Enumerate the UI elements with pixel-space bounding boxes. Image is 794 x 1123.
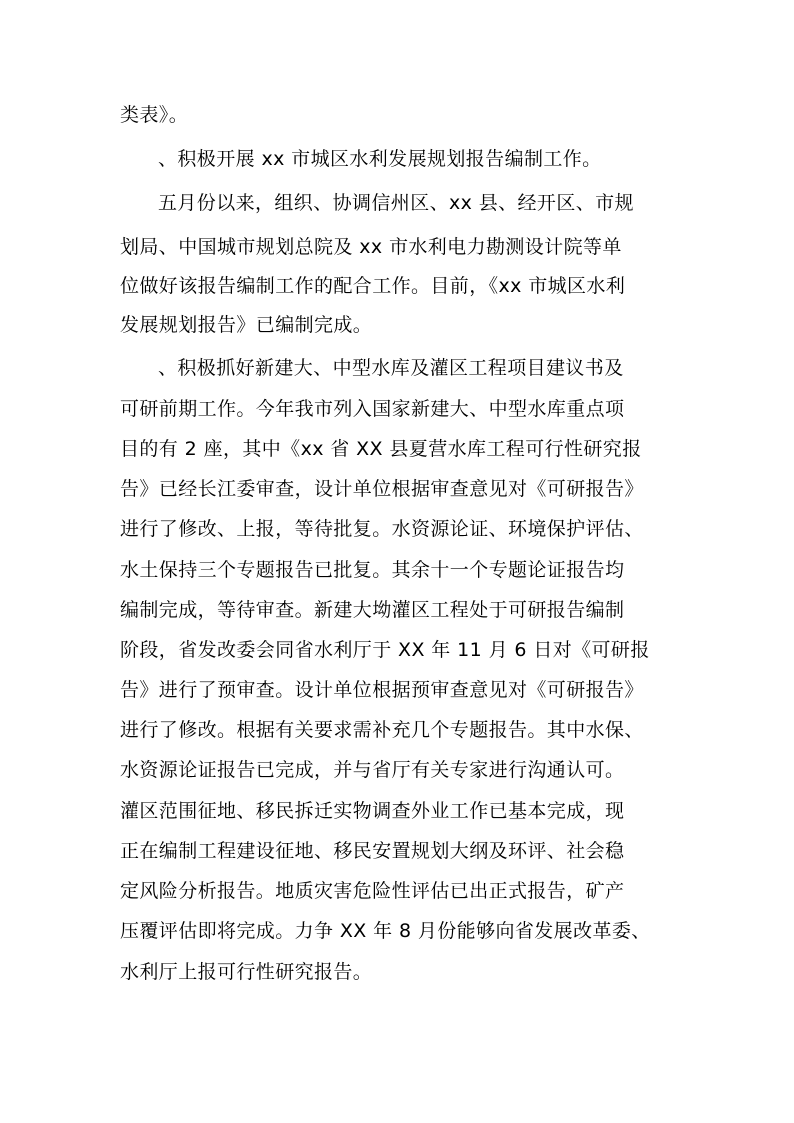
text-line: 灌区范围征地、移民拆迁实物调查外业工作已基本完成，现 [120, 800, 625, 822]
text-line: 类表》。 [120, 104, 189, 126]
text-line: 压覆评估即将完成。力争 XX 年 8 月份能够向省发展改革委、 [120, 920, 651, 942]
text-line: 发展规划报告》已编制完成。 [120, 314, 373, 336]
text-line: 告》已经长江委审查，设计单位根据审查意见对《可研报告》 [120, 478, 644, 500]
text-line: 位做好该报告编制工作的配合工作。目前，《xx 市城区水利 [120, 275, 626, 297]
text-line: 划局、中国城市规划总院及 xx 市水利电力勘测设计院等单 [120, 236, 622, 258]
section-heading: 、积极开展 xx 市城区水利发展规划报告编制工作。 [158, 148, 602, 170]
text-line: 水土保持三个专题报告已批复。其余十一个专题论证报告均 [120, 559, 625, 581]
text-line: 正在编制工程建设征地、移民安置规划大纲及环评、社会稳 [120, 840, 625, 862]
text-line: 编制完成，等待审查。新建大坳灌区工程处于可研报告编制 [120, 599, 625, 621]
text-line: 水资源论证报告已完成，并与省厅有关专家进行沟通认可。 [120, 759, 625, 781]
text-line: 阶段，省发改委会同省水利厅于 XX 年 11 月 6 日对《可研报 [120, 639, 650, 661]
text-line: 水利厅上报可行性研究报告。 [120, 961, 373, 983]
section-heading: 、积极抓好新建大、中型水库及灌区工程项目建议书及 [158, 357, 624, 379]
text-line: 定风险分析报告。地质灾害危险性评估已出正式报告，矿产 [120, 880, 625, 902]
text-line: 进行了修改。根据有关要求需补充几个专题报告。其中水保、 [120, 719, 644, 741]
text-line: 可研前期工作。今年我市列入国家新建大、中型水库重点项 [120, 398, 625, 420]
text-line: 进行了修改、上报，等待批复。水资源论证、环境保护评估、 [120, 518, 644, 540]
text-line: 五月份以来，组织、协调信州区、xx 县、经开区、市规 [158, 192, 634, 214]
text-line: 告》进行了预审查。设计单位根据预审查意见对《可研报告》 [120, 679, 644, 701]
text-line: 目的有 2 座，其中《xx 省 XX 县夏营水库工程可行性研究报 [120, 438, 642, 460]
